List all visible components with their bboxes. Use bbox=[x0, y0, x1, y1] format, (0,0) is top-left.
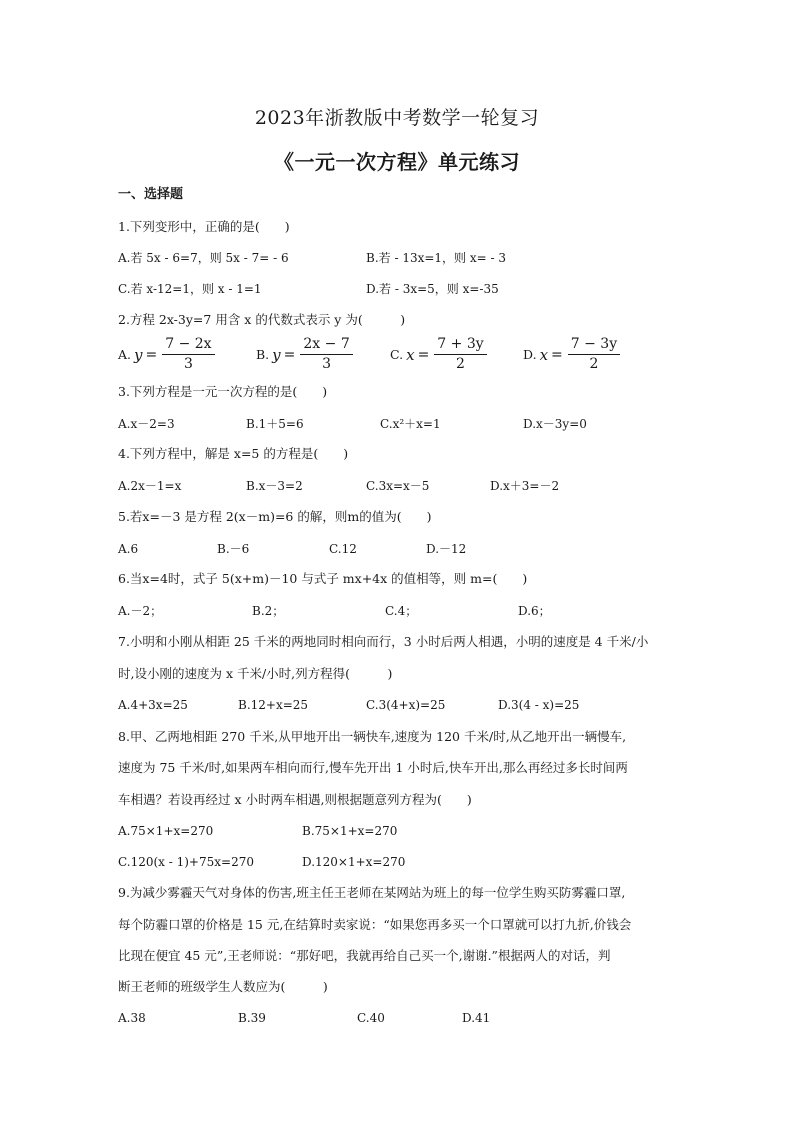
question-1-option-d: D.若 - 3x=5，则 x=-35 bbox=[366, 282, 499, 296]
question-6-option-b: B.2； bbox=[252, 604, 285, 618]
fraction-numerator: 2x − 7 bbox=[300, 336, 352, 355]
question-7-option-c: C.3(4+x)=25 bbox=[366, 698, 446, 712]
question-7-option-a: A.4+3x=25 bbox=[118, 698, 188, 712]
question-9-stem-line-4: 断王老师的班级学生人数应为( ) bbox=[118, 979, 328, 994]
question-5-option-b: B.－6 bbox=[217, 542, 250, 556]
math-variable: x bbox=[539, 345, 549, 364]
fraction bbox=[300, 336, 352, 373]
question-3-stem: 3.下列方程是一元一次方程的是( ) bbox=[118, 384, 328, 399]
fraction-numerator: 7 − 3y bbox=[568, 336, 620, 355]
fraction-denominator: 3 bbox=[183, 356, 193, 372]
question-3-option-c: C.x²＋x=1 bbox=[380, 417, 441, 431]
fraction-denominator: 2 bbox=[589, 356, 599, 372]
option-label: D. bbox=[523, 347, 537, 362]
question-1-option-c: C.若 x-12=1，则 x - 1=1 bbox=[118, 282, 262, 296]
question-6-option-d: D.6； bbox=[518, 604, 551, 618]
option-label: A. bbox=[118, 347, 132, 362]
question-9-option-c: C.40 bbox=[357, 1011, 385, 1025]
question-2-option-a: A. y = $\frac{7 - 2x}{3}$ bbox=[118, 336, 215, 373]
question-3-option-b: B.1＋5=6 bbox=[246, 417, 304, 431]
question-8-option-a: A.75×1+x=270 bbox=[118, 824, 214, 838]
question-7-option-b: B.12+x=25 bbox=[238, 698, 309, 712]
question-2-option-c: C. x = $\frac{7 + 3y}{2}$ bbox=[390, 336, 487, 373]
question-5-option-a: A.6 bbox=[118, 542, 139, 556]
document-subtitle: 《一元一次方程》单元练习 bbox=[274, 150, 520, 174]
question-4-stem: 4.下列方程中，解是 x=5 的方程是( ) bbox=[118, 446, 349, 461]
question-8-option-d: D.120×1+x=270 bbox=[302, 855, 406, 869]
question-1-option-b: B.若 - 13x=1，则 x= - 3 bbox=[366, 251, 506, 265]
document-title: 2023年浙教版中考数学一轮复习 bbox=[254, 107, 540, 129]
question-4-option-d: D.x＋3=－2 bbox=[490, 479, 560, 493]
question-5-option-d: D.－12 bbox=[426, 542, 467, 556]
question-7-option-d: D.3(4 - x)=25 bbox=[498, 698, 580, 712]
question-6-option-c: C.4； bbox=[385, 604, 418, 618]
section-heading: 一、选择题 bbox=[118, 187, 184, 202]
option-label: C. bbox=[390, 347, 404, 362]
fraction-denominator: 3 bbox=[322, 356, 332, 372]
question-4-option-c: C.3x=x－5 bbox=[366, 479, 430, 493]
fraction-numerator: 7 − 2x bbox=[162, 336, 214, 355]
math-variable: x bbox=[406, 345, 415, 364]
question-9-stem-line-1: 9.为减少雾霾天气对身体的伤害,班主任王老师在某网站为班上的每一位学生购买防雾霾口罩, bbox=[118, 885, 626, 900]
fraction-numerator: 7 + 3y bbox=[434, 336, 486, 355]
question-1-option-a: A.若 5x - 6=7，则 5x - 7= - 6 bbox=[118, 251, 289, 265]
question-3-option-d: D.x－3y=0 bbox=[523, 417, 587, 431]
question-7-stem-line-1: 7.小明和小刚从相距 25 千米的两地同时相向而行，3 小时后两人相遇，小明的速度是 4 千米/小 bbox=[118, 634, 649, 649]
question-9-stem-line-3: 比现在便宜 45 元”,王老师说：“那好吧，我就再给自己买一个,谢谢.”根据两人的对话，判 bbox=[118, 948, 611, 963]
question-5-stem: 5.若x=－3 是方程 2(x－m)=6 的解，则m的值为( ) bbox=[118, 509, 432, 524]
fraction bbox=[162, 336, 214, 373]
question-5-option-c: C.12 bbox=[329, 542, 357, 556]
question-9-option-a: A.38 bbox=[118, 1011, 146, 1025]
question-2-option-b: B. y = $\frac{2x - 7}{3}$ bbox=[256, 336, 353, 373]
question-8-stem-line-2: 速度为 75 千米/时,如果两车相向而行,慢车先开出 1 小时后,快车开出,那么再经过多长时间两 bbox=[118, 760, 628, 775]
question-4-option-a: A.2x－1=x bbox=[118, 479, 182, 493]
question-9-option-d: D.41 bbox=[462, 1011, 491, 1025]
question-1-stem: 1.下列变形中，正确的是( ) bbox=[118, 219, 290, 234]
question-8-option-c: C.120(x - 1)+75x=270 bbox=[118, 855, 254, 869]
fraction bbox=[434, 336, 486, 373]
option-label: B. bbox=[256, 347, 270, 362]
math-variable: y bbox=[272, 345, 281, 364]
question-9-option-b: B.39 bbox=[238, 1011, 266, 1025]
question-2-option-d: D. x = $\frac{7 - 3y}{2}$ bbox=[523, 336, 620, 373]
question-8-stem-line-1: 8.甲、乙两地相距 270 千米,从甲地开出一辆快车,速度为 120 千米/时,从乙地开出一辆慢车, bbox=[118, 729, 627, 744]
question-8-stem-line-3: 车相遇？若设再经过 x 小时两车相遇,则根据题意列方程为( ) bbox=[118, 792, 472, 807]
question-3-option-a: A.x－2=3 bbox=[118, 417, 175, 431]
question-7-stem-line-2: 时,设小刚的速度为 x 千米/小时,列方程得( ) bbox=[118, 666, 393, 681]
question-6-option-a: A.－2； bbox=[118, 604, 163, 618]
question-8-option-b: B.75×1+x=270 bbox=[302, 824, 398, 838]
question-4-option-b: B.x－3=2 bbox=[246, 479, 303, 493]
question-6-stem: 6.当x=4时，式子 5(x+m)－10 与式子 mx+4x 的值相等，则 m=( ) bbox=[118, 571, 528, 586]
question-2-stem: 2.方程 2x-3y=7 用含 x 的代数式表示 y 为( ) bbox=[118, 312, 406, 327]
fraction-denominator: 2 bbox=[456, 356, 465, 372]
math-variable: y bbox=[134, 345, 143, 364]
question-9-stem-line-2: 每个防霾口罩的价格是 15 元,在结算时卖家说：“如果您再多买一个口罩就可以打九折,价钱会 bbox=[118, 917, 632, 932]
fraction bbox=[568, 336, 620, 373]
